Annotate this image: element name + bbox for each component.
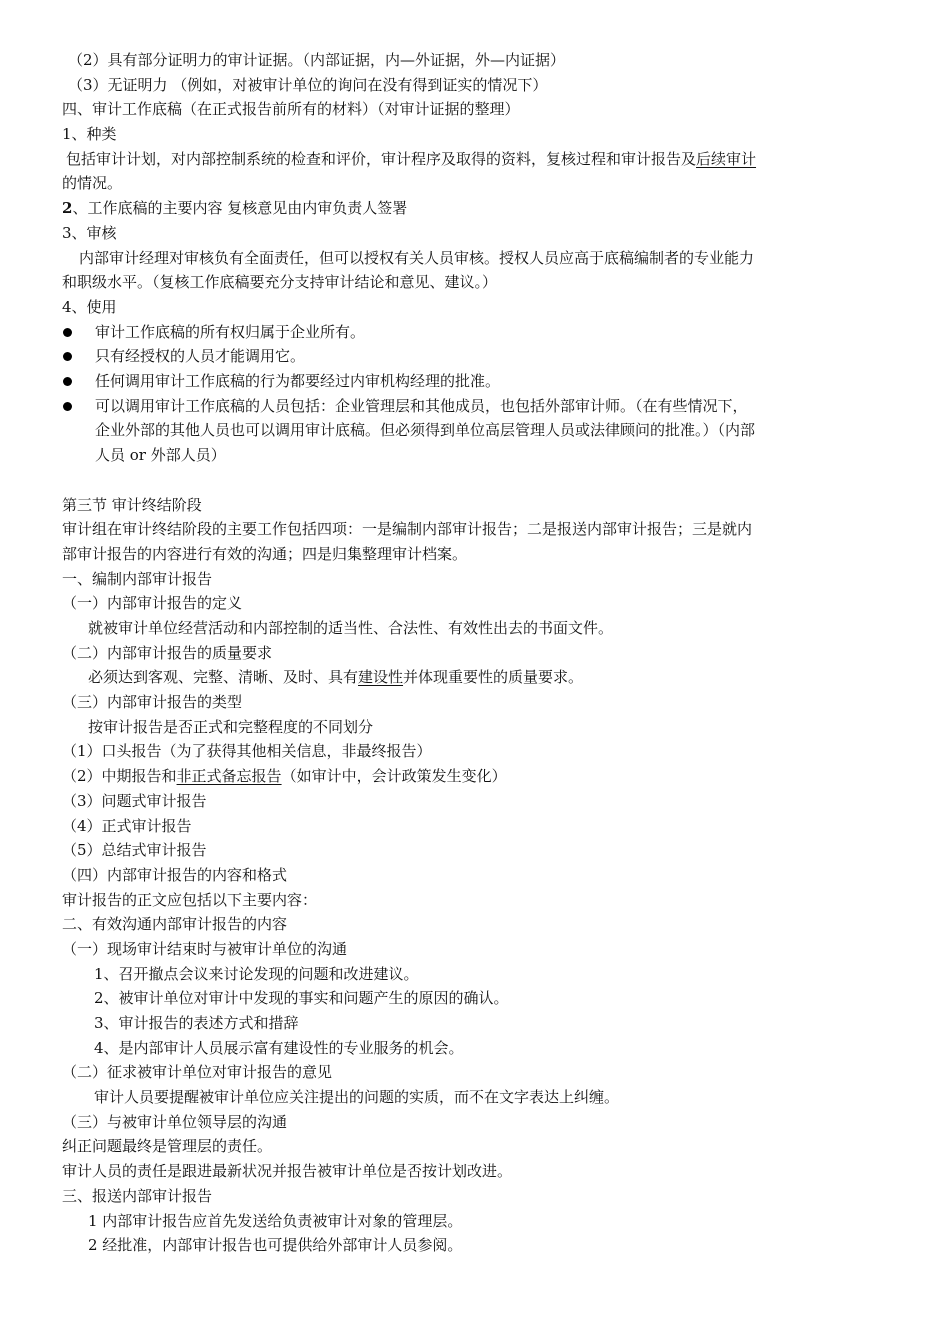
paragraph-text: 的情况。 xyxy=(62,174,123,193)
subheading: 4、使用 xyxy=(62,297,117,316)
paragraph-text: 包括审计计划，对内部控制系统的检查和评价，审计程序及取得的资料，复核过程和审计报告及 xyxy=(66,149,697,168)
subheading: 3、审核 xyxy=(62,223,117,242)
bullet-item xyxy=(62,320,762,345)
bullet-text: 可以调用审计工作底稿的人员包括：企业管理层和其他成员，也包括外部审计师。（在有些情况下，企业外部的其他人员也可以调用审计底稿。但必须得到单位高层管理人员或法律顾问的批准。）（内部人员 or 外部人员） xyxy=(95,396,756,465)
paragraph: 审计组在审计终结阶段的主要工作包括四项：一是编制内部审计报告；二是报送内部审计报告；三是就内部审计报告的内容进行有效的沟通；四是归集整理审计档案。 xyxy=(62,520,753,563)
text-line: 就被审计单位经营活动和内部控制的适当性、合法性、有效性出去的书面文件。 xyxy=(88,619,614,637)
list-item: 3、审计报告的表述方式和措辞 xyxy=(94,1014,299,1032)
text-segment: （如审计中，会计政策发生变化） xyxy=(281,767,507,786)
list-item: （4）正式审计报告 xyxy=(62,816,192,835)
subheading: （一）现场审计结束时与被审计单位的沟通 xyxy=(62,939,348,958)
subheading: （二）内部审计报告的质量要求 xyxy=(62,643,273,662)
list-item: 2 经批准，内部审计报告也可提供给外部审计人员参阅。 xyxy=(88,1236,463,1255)
bullet-icon xyxy=(63,328,72,337)
paragraph: 内部审计经理对审核负有全面责任，但可以授权有关人员审核。授权人员应高于底稿编制者的专业能力和职级水平。（复核工作底稿要充分支持审计结论和意见、建议。） xyxy=(62,248,755,292)
text-line: （3）无证明力 （例如，对被审计单位的询问在没有得到证实的情况下） xyxy=(68,75,548,94)
underlined-term: 建设性 xyxy=(358,668,404,687)
list-item: （5）总结式审计报告 xyxy=(62,841,207,860)
subheading: （二）征求被审计单位对审计报告的意见 xyxy=(62,1063,333,1082)
underlined-term: 后续审计 xyxy=(696,149,757,168)
bullet-icon xyxy=(63,352,72,361)
bullet-text: 任何调用审计工作底稿的行为都要经过内审机构经理的批准。 xyxy=(95,372,501,391)
spacer xyxy=(62,468,762,493)
list-item: 1 内部审计报告应首先发送给负责被审计对象的管理层。 xyxy=(88,1211,463,1230)
paragraph xyxy=(62,147,762,196)
bullet-item xyxy=(62,394,762,468)
bullet-text: 只有经授权的人员才能调用它。 xyxy=(95,347,306,366)
section-heading: 一、编制内部审计报告 xyxy=(62,569,213,588)
subheading: （一）内部审计报告的定义 xyxy=(62,594,243,613)
subheading: （三）与被审计单位领导层的沟通 xyxy=(62,1112,288,1131)
list-item xyxy=(62,764,762,789)
text-line xyxy=(62,665,762,690)
text-line: 纠正问题最终是管理层的责任。 xyxy=(62,1137,273,1156)
text-line: 审计人员要提醒被审计单位应关注提出的问题的实质，而不在文字表达上纠缠。 xyxy=(94,1088,620,1107)
subheading xyxy=(62,196,762,221)
text-line: 审计人员的责任是跟进最新状况并报告被审计单位是否按计划改进。 xyxy=(62,1162,513,1181)
text-segment: （2）中期报告和 xyxy=(62,767,177,786)
subheading: 1、种类 xyxy=(62,125,117,144)
bullet-item xyxy=(62,344,762,369)
subheading: （三）内部审计报告的类型 xyxy=(62,693,243,712)
list-item: （1）口头报告（为了获得其他相关信息，非最终报告） xyxy=(62,742,432,761)
section-title: 第三节 审计终结阶段 xyxy=(62,495,202,514)
underlined-term: 非正式备忘报告 xyxy=(176,767,282,786)
text-line: 按审计报告是否正式和完整程度的不同划分 xyxy=(88,717,374,736)
list-item: 4、是内部审计人员展示富有建设性的专业服务的机会。 xyxy=(94,1038,464,1057)
item-number: 2 xyxy=(62,199,73,218)
bullet-text: 审计工作底稿的所有权归属于企业所有。 xyxy=(95,322,366,341)
document-page xyxy=(62,48,762,1258)
bullet-icon xyxy=(63,377,72,386)
section-heading: 二、有效沟通内部审计报告的内容 xyxy=(62,915,288,934)
text-line: （2）具有部分证明力的审计证据。（内部证据，内—外证据，外—内证据） xyxy=(68,51,566,69)
text-segment: 必须达到客观、完整、清晰、及时、具有 xyxy=(88,668,359,687)
list-item: 2、被审计单位对审计中发现的事实和问题产生的原因的确认。 xyxy=(94,989,509,1008)
text-line: 审计报告的正文应包括以下主要内容： xyxy=(62,890,318,909)
section-heading: 三、报送内部审计报告 xyxy=(62,1186,213,1205)
subheading-text: 、工作底稿的主要内容 复核意见由内审负责人签署 xyxy=(72,199,408,218)
section-heading: 四、审计工作底稿（在正式报告前所有的材料）（对审计证据的整理） xyxy=(62,100,520,119)
text-segment: 并体现重要性的质量要求。 xyxy=(403,668,584,687)
subheading: （四）内部审计报告的内容和格式 xyxy=(62,865,288,884)
list-item: 1、召开撤点会议来讨论发现的问题和改进建议。 xyxy=(94,964,419,983)
bullet-item xyxy=(62,369,762,394)
list-item: （3）问题式审计报告 xyxy=(62,791,207,810)
bullet-icon xyxy=(63,402,72,411)
